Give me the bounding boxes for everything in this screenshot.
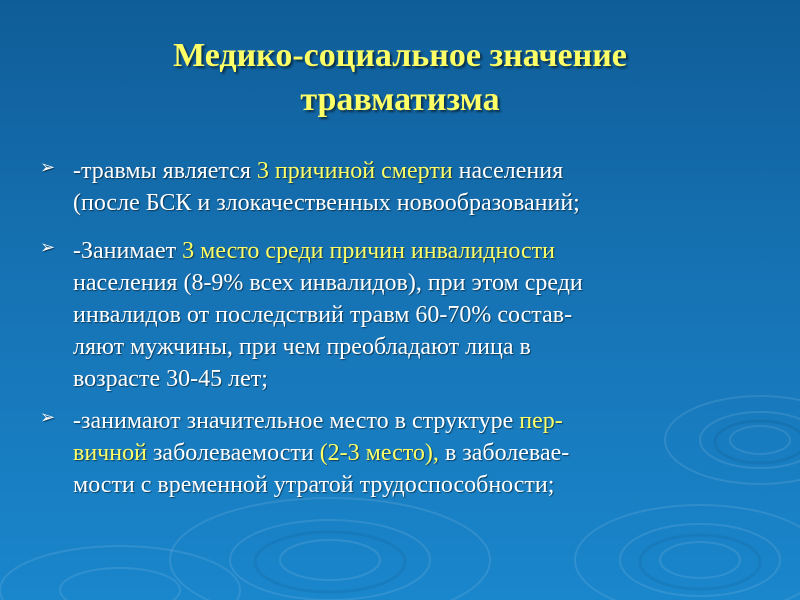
highlighted-text: 3 причиной смерти bbox=[256, 158, 453, 184]
body-text: (после БСК и злокачественных новообразований; bbox=[73, 190, 580, 216]
bullet-text-line bbox=[73, 363, 583, 395]
body-text: -травмы является bbox=[73, 158, 257, 184]
body-text: в заболевае- bbox=[438, 440, 570, 466]
bullet-text-line bbox=[73, 187, 580, 219]
slide-title bbox=[60, 34, 740, 122]
body-text: ляют мужчины, при чем преобладают лица в bbox=[73, 334, 531, 360]
bullet-text-line bbox=[73, 469, 569, 501]
highlighted-text: пер- bbox=[519, 408, 563, 434]
bullet-text-line bbox=[73, 299, 583, 331]
arrow-bullet-icon: ➢ bbox=[40, 407, 56, 428]
arrow-bullet-icon: ➢ bbox=[40, 157, 56, 178]
bullet-item bbox=[40, 405, 569, 501]
slide-title-line-1: Медико-социальное значение bbox=[173, 37, 627, 74]
body-text: -Занимает bbox=[73, 238, 183, 264]
body-text: населения bbox=[452, 158, 564, 184]
body-text: населения (8-9% всех инвалидов), при этом среди bbox=[73, 270, 583, 296]
bullet-item bbox=[40, 235, 583, 395]
body-text: заболеваемости bbox=[146, 440, 320, 466]
highlighted-text: (2-3 место), bbox=[319, 440, 439, 466]
bullet-text-line bbox=[73, 331, 583, 363]
highlighted-text: вичной bbox=[73, 440, 147, 466]
slide-title-line-2: травматизма bbox=[300, 81, 500, 118]
highlighted-text: 3 место среди причин инвалидности bbox=[182, 238, 555, 264]
body-text: мости с временной утратой трудоспособности; bbox=[73, 472, 555, 498]
body-text: инвалидов от последствий травм 60-70% состав- bbox=[73, 302, 573, 328]
bullet-text-line bbox=[73, 155, 580, 187]
bullet-text-line bbox=[73, 405, 569, 437]
bullet-item bbox=[40, 155, 580, 219]
bullet-text-line bbox=[73, 235, 583, 267]
bullet-text-line bbox=[73, 267, 583, 299]
body-text: -занимают значительное место в структуре bbox=[73, 408, 520, 434]
body-text: возрасте 30-45 лет; bbox=[73, 366, 268, 392]
bullet-text-line bbox=[73, 437, 569, 469]
arrow-bullet-icon: ➢ bbox=[40, 237, 56, 258]
